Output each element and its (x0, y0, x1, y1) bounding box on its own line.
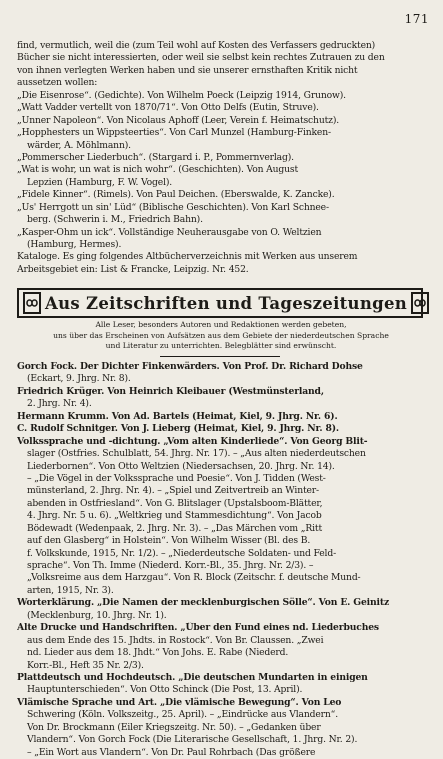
entry-cont: Bödewadt (Wedenpaak, 2. Jhrg. Nr. 3). – „Das Märchen vom „Ritt (27, 522, 322, 534)
book-entry-cont: Lepzien (Hamburg, F. W. Vogel). (27, 176, 173, 188)
book-entry: „Wat is wohr, un wat is nich wohr“. (Geschichten). Von August (17, 164, 299, 176)
book-entry-cont: wärder, A. Möhlmann). (27, 139, 131, 151)
notice-line: uns über das Erscheinen von Aufsätzen aus dem Gebiete der niederdeutschen Sprache (53, 330, 389, 340)
entry-cont: arten, 1915, Nr. 3). (27, 584, 114, 596)
entry-heading: Gorch Fock. Der Dichter Finkenwärders. Von Prof. Dr. Richard Dohse (17, 361, 363, 372)
entry-cont: „Volksreime aus dem Harzgau“. Von R. Block (Zeitschr. f. deutsche Mund- (27, 572, 361, 584)
ornament-right-icon (411, 292, 429, 314)
entry-heading: Volkssprache und -dichtung. „Vom alten Kinderliede“. Von Georg Blit- (17, 435, 368, 447)
book-entry: „Unner Napoleon“. Von Nicolaus Aphoff (Leer, Verein f. Heimatschutz). (17, 114, 340, 126)
book-entry: „Hopphesters un Wippsteerties“. Von Carl Munzel (Hamburg-Finken- (17, 127, 331, 139)
entry-cont: (Mecklenburg, 10. Jhrg. Nr. 1). (27, 609, 167, 621)
entry-cont: Hauptunterschieden“. Von Otto Schinck (Die Post, 13. April). (27, 684, 303, 696)
book-entry-cont: (Hamburg, Hermes). (27, 239, 122, 250)
entry-heading: C. Rudolf Schnitger. Von J. Lieberg (Heimat, Kiel, 9. Jhrg. Nr. 8). (17, 423, 339, 435)
entry-cont: aus dem Ende des 15. Jhdts. in Rostock“. Von Br. Claussen. „Zwei (27, 634, 324, 646)
entry-cont: – „Die Vögel in der Volkssprache und Poesie“. Von J. Tidden (West- (27, 472, 326, 484)
entry-cont: Liederbornen“. Von Otto Weltzien (Niedersachsen, 20. Jhrg. Nr. 14). (27, 460, 335, 472)
entry-heading: Hermann Krumm. Von Ad. Bartels (Heimat, Kiel, 9. Jhrg. Nr. 6). (17, 410, 338, 422)
entry-heading: Friedrich Krüger. Von Heinrich Kleibauer (Westmünsterland, (17, 385, 324, 397)
entry-cont: slager (Ostfries. Schulblatt, 54. Jhrg. Nr. 17). – „Aus alten niederdeutschen (27, 448, 366, 460)
entry-cont: 2. Jhrg. Nr. 4). (27, 398, 92, 410)
intro-book-list (17, 40, 427, 276)
notice-line: und Literatur zu unterrichten. Belegblätter sind erwünscht. (105, 341, 337, 350)
entry-cont: Korr.-Bl., Heft 35 Nr. 2/3). (27, 659, 144, 671)
entry-cont: auf den Glasberg“ in Holstein“. Von Wilhelm Wisser (Bl. des B. (27, 535, 311, 547)
text-line: Bücher sie nicht interessierten, oder weil sie selbst kein rechtes Zutrauen zu den (17, 52, 385, 64)
book-entry: „Us' Herrgott un sin' Lüd“ (Biblische Geschichten). Von Karl Schnee- (17, 201, 329, 213)
book-entry: „Fidele Kinner“. (Rimels). Von Paul Deichen. (Eberswalde, K. Zancke). (17, 189, 335, 201)
entry-cont: Von Dr. Brockmann (Eiler Kriegszeitg. Nr. 50). – „Gedanken über (27, 721, 321, 733)
entry-cont: f. Volkskunde, 1915, Nr. 1/2). – „Niederdeutsche Soldaten- und Feld- (27, 547, 337, 559)
entry-heading: Plattdeutsch und Hochdeutsch. „Die deutschen Mundarten in einigen (17, 671, 368, 683)
book-entry: „Pommerscher Liederbuch“. (Stargard i. P., Pommernverlag). (17, 151, 294, 163)
entry-cont: 4. Jhrg. Nr. 5 u. 6). „Weltkrieg und Stammesdichtung“. Von Jacob (27, 510, 322, 522)
entry-heading: Alte Drucke und Handschriften. „Über den Fund eines nd. Liederbuches (17, 622, 379, 634)
entry-cont: sprache“. Von Th. Imme (Niederd. Korr.-Bl., 35. Jhrg. Nr. 2/3). – (27, 560, 314, 571)
editorial-notice (35, 320, 407, 352)
book-entry: „Kasper-Ohm un ick“. Vollständige Neuherausgabe von O. Weltzien (17, 226, 322, 238)
page-number: 171 (404, 12, 429, 26)
section-banner (17, 288, 423, 318)
book-entry: „Watt Vadder vertellt von 1870/71“. Von Otto Delfs (Eutin, Struve). (17, 102, 319, 114)
book-entry: „Die Eisenrose“. (Gedichte). Von Wilhelm Poeck (Leipzig 1914, Grunow). (17, 89, 346, 101)
periodical-entries (17, 361, 427, 759)
ornament-left-icon (23, 292, 41, 314)
notice-line: Alle Leser, besonders Autoren und Redaktionen werden gebeten, (95, 320, 347, 329)
entry-cont: münsterland, 2. Jhrg. Nr. 4). – „Spiel und Zeitvertreib an Winter- (27, 485, 319, 497)
entry-cont: (Eckart, 9. Jhrg. Nr. 8). (27, 373, 131, 385)
entry-cont: Vlandern“. Von Gorch Fock (Die Literarische Gesellschaft, 1. Jhrg. Nr. 2). (27, 734, 358, 746)
divider (160, 356, 280, 357)
text-line: find, vermutlich, weil die (zum Teil wohl auf Kosten des Verfassers gedruckten) (17, 40, 376, 51)
section-title: Aus Zeitschriften und Tageszeitungen (45, 293, 408, 313)
entry-cont: abenden in Ostfriesland“. Von G. Blitslager (Upstalsboom-Blätter, (27, 497, 323, 509)
entry-cont: Schwering (Köln. Volkszeitg., 25. April). – „Eindrücke aus Vlandern“. (27, 709, 338, 721)
catalog-entry-cont: Arbeitsgebiet ein: List & Francke, Leipzig. Nr. 452. (17, 263, 249, 275)
entry-cont: nd. Lieder aus dem 18. Jhdt.“ Von Johs. E. Rabe (Niederd. (27, 647, 289, 659)
catalog-entry: Kataloge. Es ging folgendes Altbücherverzeichnis mit Werken aus unserem (17, 251, 358, 263)
entry-cont: – „Ein Wort aus Vlandern“. Von Dr. Paul Rohrbach (Das größere (27, 746, 316, 758)
text-line: von ihnen verlegten Werken haben und sie unserer ernsthaften Kritik nicht (17, 64, 358, 76)
text-line: aussetzen wollen: (17, 77, 98, 89)
book-entry-cont: berg. (Schwerin i. M., Friedrich Bahn). (27, 214, 203, 226)
entry-heading: Vlämische Sprache und Art. „Die vlämische Bewegung“. Von Leo (17, 696, 342, 708)
ornament-glyph-icon (25, 297, 39, 309)
entry-heading: Worterklärung. „Die Namen der mecklenburgischen Sölle“. Von E. Geinitz (17, 597, 390, 609)
ornament-glyph-icon (413, 297, 427, 309)
